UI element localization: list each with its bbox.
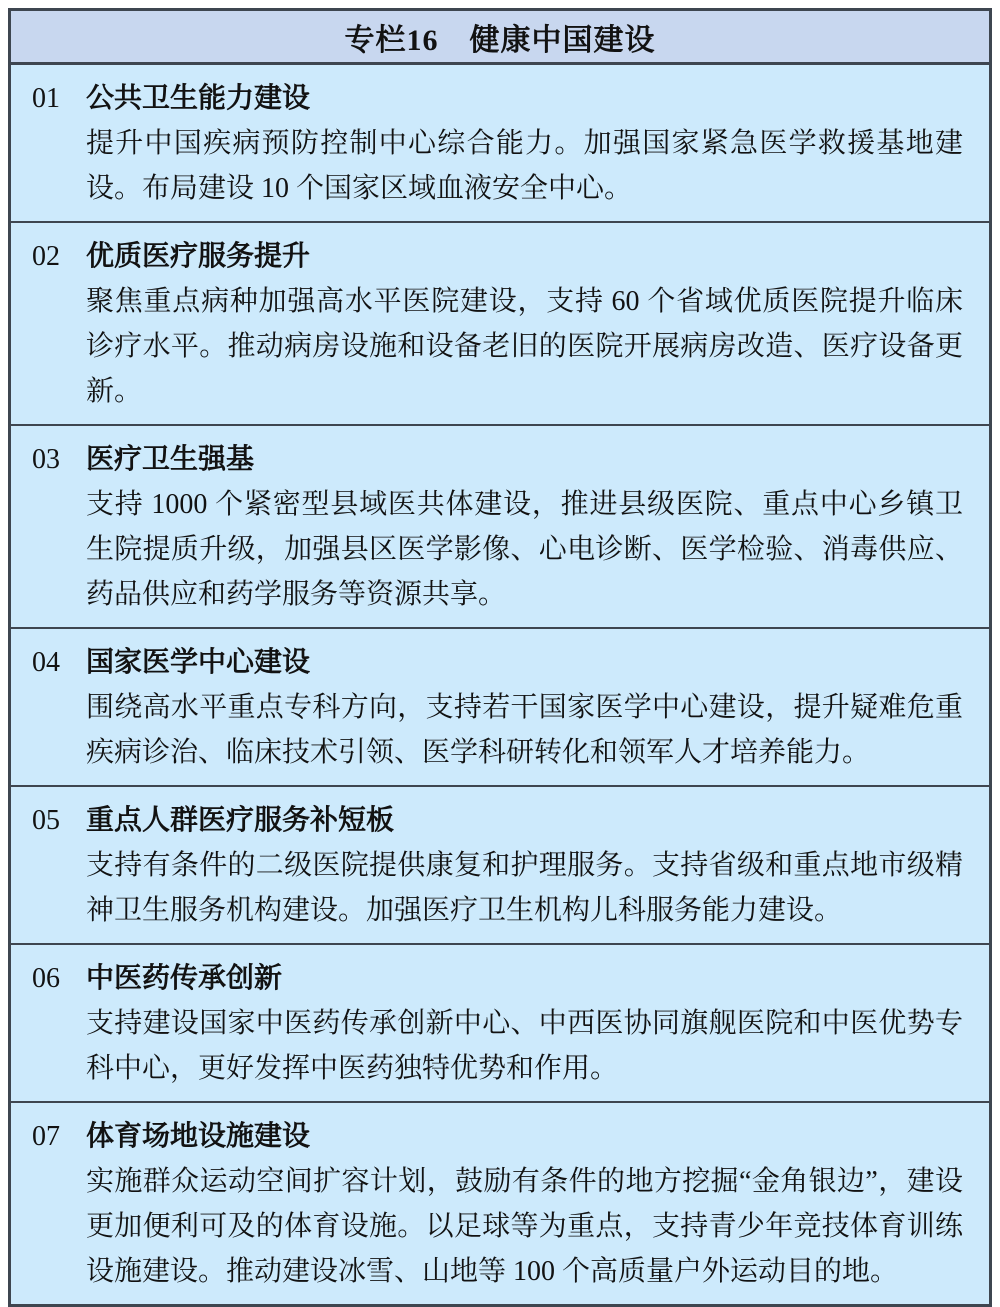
item-number: 05 xyxy=(32,805,60,836)
item-body: 支持 1000 个紧密型县域医共体建设，推进县级医院、重点中心乡镇卫生院提质升级，加强县区医学影像、心电诊断、医学检验、消毒供应、药品供应和药学服务等资源共享。 xyxy=(86,489,963,610)
item-body: 支持有条件的二级医院提供康复和护理服务。支持省级和重点地市级精神卫生服务机构建设。加强医疗卫生机构儿科服务能力建设。 xyxy=(86,850,963,926)
item-title: 重点人群医疗服务补短板 xyxy=(86,805,395,836)
list-item xyxy=(11,945,989,1103)
item-title: 中医药传承创新 xyxy=(86,963,283,994)
item-number: 01 xyxy=(32,83,60,114)
item-body: 聚焦重点病种加强高水平医院建设，支持 60 个省域优质医院提升临床诊疗水平。推动病房设施和设备老旧的医院开展病房改造、医疗设备更新。 xyxy=(86,286,963,407)
list-item xyxy=(11,426,989,629)
item-number: 02 xyxy=(32,241,60,272)
item-number: 07 xyxy=(32,1121,60,1152)
item-body: 实施群众运动空间扩容计划，鼓励有条件的地方挖掘“金角银边”，建设更加便利可及的体育设施。以足球等为重点，支持青少年竞技体育训练设施建设。推动建设冰雪、山地等 100 个高质量户外运动目的地。 xyxy=(86,1166,963,1287)
item-title: 优质医疗服务提升 xyxy=(86,241,311,272)
item-content xyxy=(86,437,989,617)
item-title: 公共卫生能力建设 xyxy=(86,83,311,114)
item-title: 国家医学中心建设 xyxy=(86,647,311,678)
item-content xyxy=(86,234,989,414)
item-title: 体育场地设施建设 xyxy=(86,1121,311,1152)
list-item xyxy=(11,629,989,787)
list-item xyxy=(11,787,989,945)
list-item xyxy=(11,223,989,426)
item-content xyxy=(86,1114,989,1294)
item-number: 04 xyxy=(32,647,60,678)
item-title: 医疗卫生强基 xyxy=(86,444,255,475)
panel-title: 专栏16 健康中国建设 xyxy=(344,23,656,57)
list-item xyxy=(11,1103,989,1304)
policy-panel xyxy=(8,8,992,1307)
item-body: 支持建设国家中医药传承创新中心、中西医协同旗舰医院和中医优势专科中心，更好发挥中医药独特优势和作用。 xyxy=(86,1008,963,1084)
item-content xyxy=(86,76,989,211)
list-item xyxy=(11,65,989,223)
item-body: 提升中国疾病预防控制中心综合能力。加强国家紧急医学救援基地建设。布局建设 10 个国家区域血液安全中心。 xyxy=(86,128,963,204)
item-number: 03 xyxy=(32,444,60,475)
item-content xyxy=(86,956,989,1091)
item-number: 06 xyxy=(32,963,60,994)
item-body: 围绕高水平重点专科方向，支持若干国家医学中心建设，提升疑难危重疾病诊治、临床技术引领、医学科研转化和领军人才培养能力。 xyxy=(86,692,963,768)
panel-header xyxy=(11,11,989,65)
item-content xyxy=(86,798,989,933)
item-content xyxy=(86,640,989,775)
